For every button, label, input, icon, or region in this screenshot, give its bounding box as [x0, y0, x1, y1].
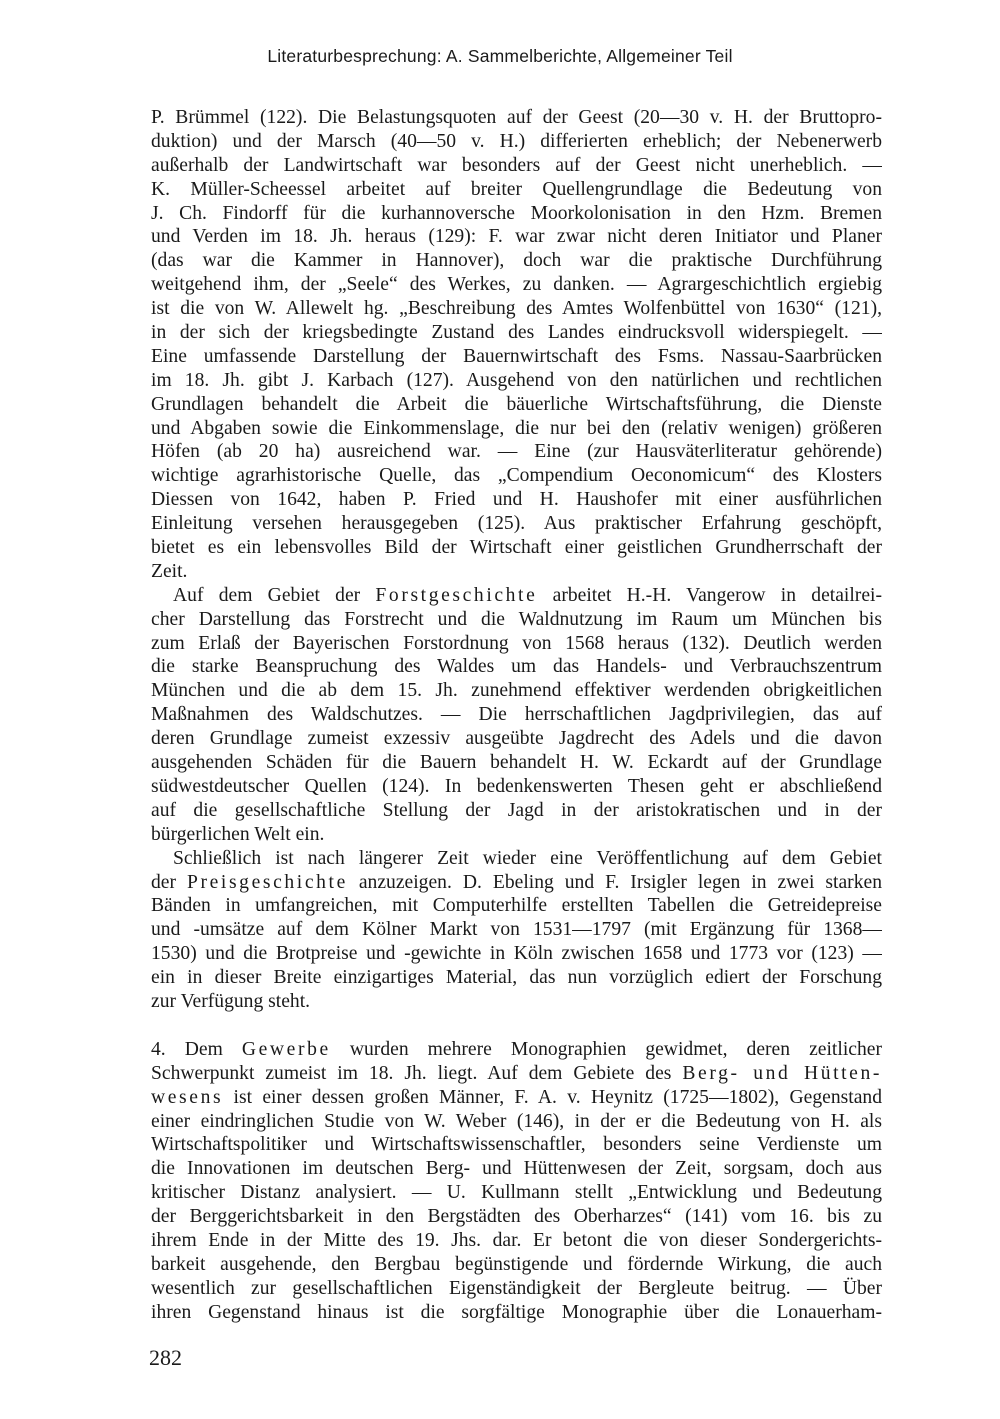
- text-line: zur Verfügung steht.: [151, 990, 311, 1012]
- text-line: [151, 1086, 882, 1110]
- text-line: [151, 1062, 882, 1086]
- text-line: auf die gesellschaftliche Stellung der Jagd in der aristokratischen und in der: [151, 799, 882, 821]
- text-line: bietet es ein lebensvolles Bild der Wirtschaft einer geistlichen Grundherrschaft der: [151, 537, 882, 559]
- text-line: cher Darstellung das Forstrecht und die Waldnutzung im Raum um München bis: [151, 608, 882, 630]
- text-line: der Berggerichtsbarkeit in den Bergstädten des Oberharzes“ (141) vom 16. bis zu: [151, 1206, 882, 1228]
- text-run: anzuzeigen. D. Ebeling und F. Irsigler legen in zwei starken: [347, 871, 882, 893]
- page-number: 282: [149, 1345, 182, 1370]
- text-line: bürgerlichen Welt ein.: [151, 823, 325, 845]
- spaced-term-forstgeschichte: Forstgeschichte: [375, 584, 538, 606]
- text-line: wesentlich zur gesellschaftlichen Eigenständigkeit der Bergleute beitrug. — Über: [151, 1277, 882, 1299]
- text-line: J. Ch. Findorff für die kurhannoversche Moorkolonisation in den Hzm. Bremen: [151, 202, 882, 224]
- text-line: weitgehend ihm, der „Seele“ des Werkes, zu danken. — Agrargeschichtlich ergiebig: [151, 274, 882, 296]
- text-line: im 18. Jh. gibt J. Karbach (127). Ausgehend von den natürlichen und rechtlichen: [151, 369, 882, 391]
- text-line: duktion) und der Marsch (40—50 v. H.) differierten erheblich; der Nebenerwerb: [151, 130, 882, 152]
- text-line: P. Brümmel (122). Die Belastungsquoten auf der Geest (20—30 v. H. der Bruttopro-: [151, 107, 882, 128]
- text-line: [151, 1038, 882, 1062]
- text-line: Maßnahmen des Waldschutzes. — Die herrschaftlichen Jagdprivilegien, das auf: [151, 704, 882, 726]
- text-line: Einleitung versehen herausgegeben (125). Aus praktischer Erfahrung geschöpft,: [151, 513, 882, 535]
- spaced-term-preisgeschichte: Preisgeschichte: [187, 871, 348, 893]
- text-run: Schwerpunkt zumeist im 18. Jh. liegt. Auf dem Gebiete des: [151, 1062, 683, 1084]
- text-line: Bänden in umfangreichen, mit Computerhilfe erstellten Tabellen die Getreidepreise: [151, 895, 882, 917]
- text-run: ist einer dessen großen Männer, F. A. v. Heynitz (1725—1802), Gegenstand: [223, 1086, 882, 1108]
- text-line: die Innovationen im deutschen Berg- und Hüttenwesen der Zeit, sorgsam, doch aus: [151, 1158, 882, 1180]
- text-line: zum Erlaß der Bayerischen Forstordnung von 1568 heraus (132). Deutlich werden: [151, 632, 882, 654]
- text-line: ein in dieser Breite einzigartiges Material, das nun vorzüglich ediert der Forschung: [151, 967, 882, 989]
- paragraph-gewerbe: [151, 1038, 882, 1325]
- text-run: der: [151, 871, 187, 893]
- text-line: [151, 584, 882, 608]
- spaced-term-wesens: wesens: [151, 1086, 224, 1108]
- text-run: wurden mehrere Monographien gewidmet, deren zeitlicher: [330, 1038, 882, 1060]
- spaced-term-berg-huetten: Berg- und Hütten-: [682, 1062, 882, 1084]
- text-line: einer eindringlichen Studie von W. Weber (146), in der er die Bedeutung von H. als: [151, 1110, 882, 1132]
- text-line: Diessen von 1642, haben P. Fried und H. Haushofer mit einer ausführlichen: [151, 489, 882, 511]
- text-line: und Verden im 18. Jh. heraus (129): F. war zwar nicht deren Initiator und Planer: [151, 226, 882, 248]
- paragraph-preis: [151, 847, 882, 1014]
- text-line: außerhalb der Landwirtschaft war besonders auf der Geest nicht unerheblich. —: [151, 154, 882, 176]
- text-line: die starke Beanspruchung des Waldes um das Handels- und Verbrauchszentrum: [151, 656, 882, 678]
- text-line: Schließlich ist nach längerer Zeit wieder eine Veröffentlichung auf dem Gebiet: [173, 847, 882, 869]
- text-line: [151, 871, 882, 895]
- text-column: [151, 106, 882, 1325]
- text-line: (das war die Kammer in Hannover), doch war die praktische Durchführung: [151, 250, 882, 272]
- text-line: Eine umfassende Darstellung der Bauernwirtschaft des Fsms. Nassau-Saarbrücken: [151, 345, 882, 367]
- text-line: wichtige agrarhistorische Quelle, das „Compendium Oeconomicum“ des Klosters: [151, 465, 882, 487]
- text-line: ausgehenden Schäden für die Bauern behandelt H. W. Eckardt auf der Grundlage: [151, 752, 882, 774]
- text-line: Wirtschaftspolitiker und Wirtschaftswissenschaftler, besonders seine Verdienste um: [151, 1134, 882, 1156]
- text-line: K. Müller-Scheessel arbeitet auf breiter Quellengrundlage die Bedeutung von: [151, 178, 882, 200]
- text-line: ist die von W. Allewelt hg. „Beschreibung des Amtes Wolfenbüttel von 1630“ (121),: [151, 298, 882, 320]
- text-line: in der sich der kriegsbedingte Zustand des Landes eindrucksvoll widerspiegelt. —: [151, 322, 882, 344]
- text-line: und Abgaben sowie die Einkommenslage, die nur bei den (relativ wenigen) größeren: [151, 417, 882, 439]
- text-line: kritischer Distanz analysiert. — U. Kullmann stellt „Entwicklung und Bedeutung: [151, 1182, 882, 1204]
- text-line: und -umsätze auf dem Kölner Markt von 1531—1797 (mit Ergänzung für 1368—: [151, 919, 882, 941]
- paragraph-agrar: [151, 106, 882, 584]
- text-run: arbeitet H.-H. Vangerow in detailrei-: [537, 584, 882, 606]
- text-line: Grundlagen behandelt die Arbeit die bäuerliche Wirtschaftsführung, die Dienste: [151, 393, 882, 415]
- text-line: südwestdeutscher Quellen (124). In bedenkenswerten Thesen geht er abschließend: [151, 775, 882, 797]
- text-run: 4. Dem: [151, 1038, 242, 1060]
- text-line: ihren Gegenstand hinaus ist die sorgfältige Monographie über die Lonauerham-: [151, 1301, 882, 1323]
- section-gap: [151, 1014, 882, 1038]
- text-line: ihrem Ende in der Mitte des 19. Jhs. dar. Er betont die von dieser Sondergerichts-: [151, 1229, 882, 1251]
- text-line: barkeit ausgehende, den Bergbau begünstigende und fördernde Wirkung, die auch: [151, 1253, 882, 1275]
- text-line: Zeit.: [151, 560, 188, 582]
- text-line: 1530) und die Brotpreise und -gewichte in Köln zwischen 1658 und 1773 vor (123) —: [151, 943, 882, 965]
- text-run: Auf dem Gebiet der: [173, 584, 376, 606]
- text-line: Höfen (ab 20 ha) ausreichend war. — Eine (zur Hausväterliteratur gehörende): [151, 441, 882, 463]
- spaced-term-gewerbe: Gewerbe: [241, 1038, 331, 1060]
- text-line: deren Grundlage zumeist exzessiv ausgeübte Jagdrecht des Adels und die davon: [151, 728, 882, 750]
- paragraph-forst: [151, 584, 882, 847]
- text-line: München und die ab dem 15. Jh. zunehmend effektiver werdenden obrigkeitlichen: [151, 680, 882, 702]
- running-header: Literaturbesprechung: A. Sammelberichte, Allgemeiner Teil: [267, 46, 733, 66]
